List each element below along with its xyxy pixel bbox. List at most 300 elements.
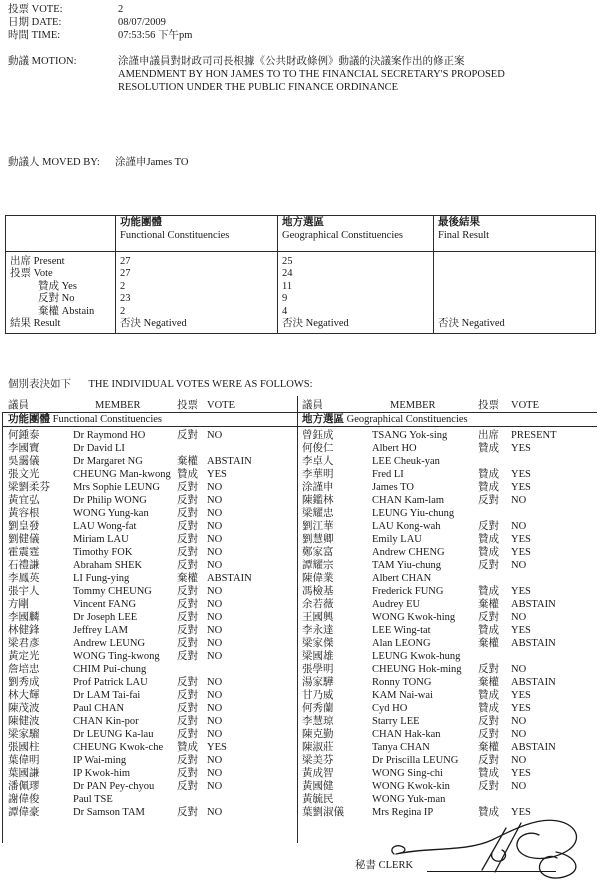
member-vote-zh: 棄權 (478, 599, 499, 610)
member-vote-zh: 反對 (478, 495, 499, 506)
member-name-en: Paul TSE (73, 794, 113, 805)
member-row (8, 715, 296, 728)
member-vote-en: YES (511, 625, 531, 636)
member-row (8, 585, 296, 598)
member-name-en: Fred LI (372, 469, 404, 480)
member-row (8, 546, 296, 559)
member-name-en: WONG Ting-kwong (73, 651, 160, 662)
member-vote-zh: 反對 (478, 781, 499, 792)
summary-row (6, 318, 596, 334)
member-name-en: WONG Yuk-man (372, 794, 446, 805)
member-vote-zh: 反對 (177, 807, 198, 818)
member-vote-zh: 反對 (177, 638, 198, 649)
member-vote-zh (177, 793, 207, 806)
clerk-label: 秘書 CLERK (355, 860, 414, 871)
date-label: 日期 DATE: (8, 17, 62, 28)
member-name-en: Dr Joseph LEE (73, 612, 138, 623)
member-name-zh: 葉國謙 (8, 768, 40, 779)
member-name-zh: 梁家傑 (302, 638, 334, 649)
member-name-zh: 李卓人 (302, 456, 334, 467)
member-name-en: CHEUNG Man-kwong (73, 469, 171, 480)
member-vote-zh: 反對 (177, 599, 198, 610)
member-name-zh: 詹培忠 (8, 664, 40, 675)
member-name-zh: 林健鋒 (8, 625, 40, 636)
member-vote-zh: 反對 (177, 781, 198, 792)
member-name-zh: 黃國健 (302, 781, 334, 792)
member-name-zh: 張學明 (302, 664, 334, 675)
member-vote-zh: 反對 (177, 521, 198, 532)
summary-header-final-result: 最後結果 Final Result (434, 216, 596, 252)
member-name-en: Albert CHAN (372, 573, 432, 584)
member-name-zh: 譚耀宗 (302, 560, 334, 571)
member-name-zh: 曾鈺成 (302, 430, 334, 441)
member-vote-zh (478, 650, 511, 663)
member-name-en: Dr PAN Pey-chyou (73, 781, 155, 792)
member-vote-zh: 贊成 (478, 443, 499, 454)
left-border-line (2, 412, 3, 843)
member-name-en: Tanya CHAN (372, 742, 430, 753)
member-row (8, 507, 296, 520)
member-vote-en: NO (511, 612, 527, 623)
member-vote-zh: 棄權 (478, 677, 499, 688)
summary-cell: 11 (278, 281, 434, 293)
motion-line-en2: RESOLUTION UNDER THE PUBLIC FINANCE ORDINANCE (118, 82, 399, 93)
member-vote-en: NO (511, 781, 527, 792)
member-name-en: TAM Yiu-chung (372, 560, 442, 571)
member-vote-en: NO (207, 755, 223, 766)
member-vote-en (511, 507, 598, 520)
member-name-en: Abraham SHEK (73, 560, 143, 571)
member-vote-en: NO (207, 651, 223, 662)
member-row (302, 741, 598, 754)
member-vote-en: NO (511, 755, 527, 766)
member-vote-zh: 反對 (177, 677, 198, 688)
member-name-zh: 馮檢基 (302, 586, 334, 597)
member-row (302, 754, 598, 767)
summary-cell: 否決 Negatived (116, 318, 278, 334)
member-vote-zh: 棄權 (177, 573, 198, 584)
member-vote-zh: 棄權 (478, 742, 499, 753)
member-vote-zh: 出席 (478, 430, 499, 441)
member-name-zh: 劉秀成 (8, 677, 40, 688)
member-name-en: IP Kwok-him (73, 768, 131, 779)
individual-votes-heading-en: THE INDIVIDUAL VOTES WERE AS FOLLOWS: (88, 379, 313, 390)
member-vote-en: ABSTAIN (207, 573, 252, 584)
member-name-en: Mrs Regina IP (372, 807, 434, 818)
member-vote-zh: 贊成 (478, 547, 499, 558)
summary-row (6, 281, 596, 293)
summary-cell: 否決 Negatived (278, 318, 434, 334)
member-name-en: Prof Patrick LAU (73, 677, 148, 688)
member-name-en: CHAN Kin-por (73, 716, 139, 727)
motion-text (118, 55, 590, 94)
member-vote-zh (177, 663, 207, 676)
member-row (8, 741, 296, 754)
member-vote-en: ABSTAIN (511, 599, 556, 610)
member-row (302, 507, 598, 520)
member-vote-zh (478, 572, 511, 585)
member-name-zh: 黃定光 (8, 651, 40, 662)
member-vote-zh: 反對 (177, 430, 198, 441)
member-name-zh: 劉皇發 (8, 521, 40, 532)
summary-header-blank (6, 216, 116, 252)
time-label: 時間 TIME: (8, 30, 61, 41)
member-vote-zh: 反對 (177, 729, 198, 740)
member-vote-en: NO (207, 690, 223, 701)
member-vote-en (511, 455, 598, 468)
member-row (302, 689, 598, 702)
member-vote-en: NO (207, 586, 223, 597)
member-name-zh: 劉健儀 (8, 534, 40, 545)
summary-cell: 24 (278, 268, 434, 280)
member-row (8, 455, 296, 468)
member-vote-zh: 反對 (177, 612, 198, 623)
summary-cell: 23 (116, 293, 278, 305)
member-row (302, 728, 598, 741)
group-divider-line (2, 426, 597, 427)
member-name-zh: 陳茂波 (8, 703, 40, 714)
time-value: 07:53:56 下午pm (118, 30, 193, 41)
member-row (302, 442, 598, 455)
member-vote-zh: 反對 (478, 521, 499, 532)
member-vote-zh: 棄權 (177, 456, 198, 467)
vote-zh-header: 投票 (177, 400, 198, 411)
member-row (302, 533, 598, 546)
member-vote-en (207, 442, 296, 455)
member-vote-en: ABSTAIN (207, 456, 252, 467)
member-name-zh: 譚偉豪 (8, 807, 40, 818)
member-name-zh: 李國寶 (8, 443, 40, 454)
member-name-en: Audrey EU (372, 599, 421, 610)
member-name-zh: 李華明 (302, 469, 334, 480)
member-name-zh: 陳克勤 (302, 729, 334, 740)
member-row (302, 793, 598, 806)
member-name-en: LAU Wong-fat (73, 521, 137, 532)
summary-cell: 2 (116, 281, 278, 293)
member-row (302, 481, 598, 494)
member-row (302, 637, 598, 650)
member-vote-en (207, 793, 296, 806)
member-row (302, 494, 598, 507)
member-vote-zh: 反對 (478, 716, 499, 727)
member-name-en: CHAN Kam-lam (372, 495, 445, 506)
clerk-signature-icon (388, 808, 586, 882)
member-name-en: Andrew LEUNG (73, 638, 146, 649)
member-name-en: CHAN Hak-kan (372, 729, 441, 740)
member-vote-zh: 贊成 (478, 482, 499, 493)
member-vote-en: NO (207, 495, 223, 506)
member-vote-zh (478, 507, 511, 520)
member-name-en: LEE Wing-tat (372, 625, 431, 636)
member-row (8, 572, 296, 585)
member-vote-en: YES (511, 703, 531, 714)
summary-row (6, 268, 596, 280)
member-vote-en: YES (511, 482, 531, 493)
member-row (8, 637, 296, 650)
member-row (8, 806, 296, 819)
summary-cell (434, 268, 596, 280)
member-name-zh: 余若薇 (302, 599, 334, 610)
member-vote-en: NO (207, 625, 223, 636)
member-vote-en: NO (207, 482, 223, 493)
summary-table-body (6, 252, 596, 334)
member-vote-en: NO (511, 664, 527, 675)
member-name-en: Ronny TONG (372, 677, 432, 688)
functional-member-list (8, 429, 296, 819)
member-row (302, 546, 598, 559)
member-name-en: Andrew CHENG (372, 547, 445, 558)
member-name-zh: 李永達 (302, 625, 334, 636)
member-vote-zh: 反對 (177, 755, 198, 766)
member-row (302, 585, 598, 598)
member-name-en: Dr Priscilla LEUNG (372, 755, 459, 766)
time-row (8, 29, 192, 42)
member-row (8, 481, 296, 494)
member-name-en: Dr Samson TAM (73, 807, 145, 818)
member-vote-en: NO (207, 508, 223, 519)
summary-cell: 贊成 Yes (6, 281, 116, 293)
member-name-zh: 陳淑莊 (302, 742, 334, 753)
member-vote-en (511, 793, 598, 806)
member-row (302, 559, 598, 572)
member-name-en: KAM Nai-wai (372, 690, 433, 701)
member-name-zh: 劉江華 (302, 521, 334, 532)
member-vote-zh (478, 793, 511, 806)
member-name-en: TSANG Yok-sing (372, 430, 448, 441)
member-name-en: CHEUNG Kwok-che (73, 742, 164, 753)
member-name-zh: 黃成智 (302, 768, 334, 779)
member-vote-en: YES (511, 586, 531, 597)
member-name-en: Mrs Sophie LEUNG (73, 482, 160, 493)
vote-number-value: 2 (118, 4, 124, 15)
member-vote-en: NO (207, 521, 223, 532)
member-vote-zh: 反對 (478, 664, 499, 675)
member-name-zh: 葉偉明 (8, 755, 40, 766)
member-en-header: MEMBER (95, 400, 141, 411)
member-vote-zh (177, 442, 207, 455)
member-vote-en: NO (207, 612, 223, 623)
member-name-zh: 石禮謙 (8, 560, 40, 571)
member-vote-zh: 棄權 (478, 638, 499, 649)
member-name-en: Dr LEUNG Ka-lau (73, 729, 154, 740)
member-vote-zh: 反對 (177, 768, 198, 779)
member-name-en: Dr Philip WONG (73, 495, 147, 506)
member-row (8, 780, 296, 793)
member-name-zh: 謝偉俊 (8, 794, 40, 805)
summary-header-row (6, 216, 596, 252)
vote-number-row (8, 3, 192, 16)
member-row (302, 429, 598, 442)
member-name-en: Dr Raymond HO (73, 430, 146, 441)
member-vote-en (511, 650, 598, 663)
vote-number-label: 投票 VOTE: (8, 4, 63, 15)
summary-cell: 27 (116, 268, 278, 280)
member-name-en: WONG Yung-kan (73, 508, 149, 519)
member-row (302, 611, 598, 624)
date-value: 08/07/2009 (118, 17, 166, 28)
member-vote-zh: 贊成 (478, 534, 499, 545)
member-vote-en: NO (207, 430, 223, 441)
member-row (8, 650, 296, 663)
member-name-zh: 李國麟 (8, 612, 40, 623)
member-name-en: WONG Sing-chi (372, 768, 443, 779)
summary-row (6, 306, 596, 318)
member-row (8, 702, 296, 715)
member-vote-en: YES (511, 807, 531, 818)
member-name-en: Vincent FANG (73, 599, 137, 610)
member-vote-en (207, 663, 296, 676)
member-vote-en: ABSTAIN (511, 638, 556, 649)
member-vote-en: NO (207, 768, 223, 779)
member-name-en: Timothy FOK (73, 547, 133, 558)
member-name-en: CHEUNG Hok-ming (372, 664, 462, 675)
member-vote-en: NO (207, 729, 223, 740)
member-row (302, 572, 598, 585)
member-name-en: IP Wai-ming (73, 755, 127, 766)
member-name-en: Frederick FUNG (372, 586, 444, 597)
header-divider-line (2, 412, 597, 413)
member-name-zh: 潘佩璆 (8, 781, 40, 792)
member-vote-zh: 贊成 (177, 742, 198, 753)
vote-en-header: VOTE (511, 400, 539, 411)
member-vote-zh: 反對 (177, 716, 198, 727)
member-row (8, 767, 296, 780)
member-row (8, 676, 296, 689)
member-name-zh: 涂謹申 (302, 482, 334, 493)
member-name-en: LEUNG Yiu-chung (372, 508, 455, 519)
summary-header-functional: 功能團體 Functional Constituencies (116, 216, 278, 252)
member-vote-zh: 贊成 (478, 690, 499, 701)
member-vote-en: NO (207, 599, 223, 610)
member-row (8, 468, 296, 481)
member-vote-zh: 反對 (478, 729, 499, 740)
moved-by-row (8, 156, 188, 169)
member-name-en: Emily LAU (372, 534, 422, 545)
member-row (302, 624, 598, 637)
member-row (302, 650, 598, 663)
member-row (302, 468, 598, 481)
member-vote-zh: 反對 (177, 703, 198, 714)
member-vote-zh: 反對 (177, 534, 198, 545)
member-vote-en: NO (511, 729, 527, 740)
member-name-en: Cyd HO (372, 703, 408, 714)
moved-by-label: 動議人 MOVED BY: (8, 157, 100, 168)
member-name-en: WONG Kwok-kin (372, 781, 450, 792)
motion-line-en1: AMENDMENT BY HON JAMES TO TO THE FINANCIAL SECRETARY'S PROPOSED (118, 69, 505, 80)
member-name-zh: 張宇人 (8, 586, 40, 597)
member-name-en: Miriam LAU (73, 534, 129, 545)
summary-cell: 4 (278, 306, 434, 318)
member-vote-en: YES (511, 534, 531, 545)
member-row (302, 715, 598, 728)
moved-by-value: 涂謹申James TO (115, 157, 189, 168)
motion-block (8, 55, 590, 94)
member-vote-en: NO (511, 560, 527, 571)
member-name-zh: 梁美芬 (302, 755, 334, 766)
summary-cell: 否決 Negatived (438, 318, 505, 330)
member-row (8, 624, 296, 637)
member-vote-zh: 反對 (177, 651, 198, 662)
member-name-en: Jeffrey LAM (73, 625, 128, 636)
summary-cell: 2 (116, 306, 278, 318)
member-name-en: Albert HO (372, 443, 417, 454)
member-row (8, 611, 296, 624)
member-vote-zh: 反對 (177, 586, 198, 597)
member-vote-en: YES (207, 742, 227, 753)
member-name-zh: 張文光 (8, 469, 40, 480)
summary-cell (434, 281, 596, 293)
member-vote-zh: 贊成 (478, 768, 499, 779)
member-name-zh: 陳鑑林 (302, 495, 334, 506)
member-vote-zh: 反對 (478, 755, 499, 766)
vote-zh-header: 投票 (478, 400, 499, 411)
member-name-zh: 葉劉淑儀 (302, 807, 344, 818)
member-vote-en: NO (207, 534, 223, 545)
member-vote-en: NO (207, 781, 223, 792)
summary-cell (434, 306, 596, 318)
member-row (302, 767, 598, 780)
member-row (302, 676, 598, 689)
member-name-zh: 湯家驊 (302, 677, 334, 688)
member-zh-header: 議員 (8, 400, 29, 411)
member-name-en: Dr LAM Tai-fai (73, 690, 141, 701)
summary-cell (434, 293, 596, 305)
member-name-zh: 劉慧卿 (302, 534, 334, 545)
member-name-zh: 梁國雄 (302, 651, 334, 662)
summary-cell: 25 (278, 252, 434, 269)
member-vote-en: NO (207, 547, 223, 558)
member-name-zh: 梁家騮 (8, 729, 40, 740)
member-row (8, 520, 296, 533)
vote-en-header: VOTE (207, 400, 235, 411)
motion-line-zh: 涂謹申議員對財政司司長根據《公共財政條例》動議的決議案作出的修正案 (118, 56, 465, 67)
member-columns-header-right (302, 399, 598, 412)
member-name-en: CHIM Pui-chung (73, 664, 147, 675)
member-name-en: Dr David LI (73, 443, 125, 454)
member-vote-en: NO (207, 716, 223, 727)
member-row (302, 520, 598, 533)
member-name-en: Starry LEE (372, 716, 420, 727)
member-row (302, 780, 598, 793)
member-vote-zh: 反對 (177, 495, 198, 506)
member-vote-en: NO (207, 677, 223, 688)
member-row (8, 793, 296, 806)
summary-header-geographical: 地方選區 Geographical Constituencies (278, 216, 434, 252)
member-vote-en: YES (207, 469, 227, 480)
vote-info-block (8, 3, 192, 42)
member-row (8, 728, 296, 741)
summary-cell (434, 252, 596, 269)
individual-votes-heading (8, 378, 313, 391)
member-name-en: LAU Kong-wah (372, 521, 441, 532)
summary-cell: 27 (116, 252, 278, 269)
individual-votes-heading-zh: 個別表決如下 (8, 379, 71, 390)
geographical-group-label: 地方選區 Geographical Constituencies (302, 414, 468, 425)
member-vote-zh: 反對 (478, 612, 499, 623)
member-vote-en: YES (511, 443, 531, 454)
member-vote-en: NO (207, 807, 223, 818)
member-vote-en: ABSTAIN (511, 742, 556, 753)
member-name-en: LI Fung-ying (73, 573, 130, 584)
member-name-zh: 何俊仁 (302, 443, 334, 454)
member-vote-zh: 反對 (177, 547, 198, 558)
member-name-zh: 林大輝 (8, 690, 40, 701)
member-vote-en: NO (207, 638, 223, 649)
member-zh-header: 議員 (302, 400, 323, 411)
member-row (302, 455, 598, 468)
member-vote-en: NO (511, 716, 527, 727)
member-columns-header-left (8, 399, 296, 412)
